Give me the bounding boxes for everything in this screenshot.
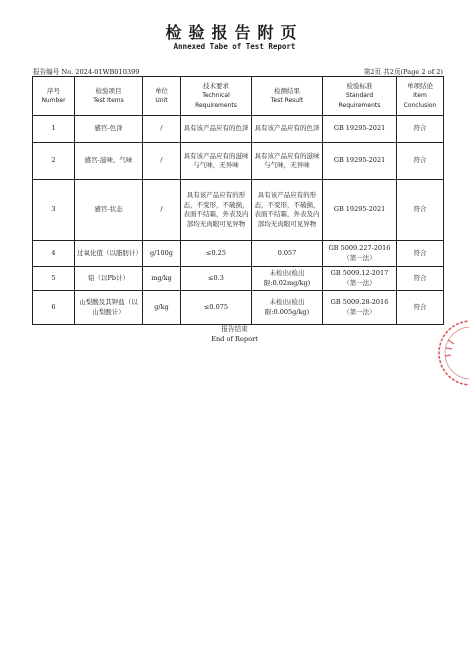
cell-standard: GB 5009.227-2016（第一法） <box>323 241 397 267</box>
cell-standard: GB 5009.28-2016（第一法） <box>323 291 397 325</box>
page-title: 检验报告附页 <box>165 23 304 42</box>
cell-standard: GB 19295-2021 <box>323 116 397 143</box>
cell-standard: GB 19295-2021 <box>323 143 397 180</box>
cell-standard: GB 19295-2021 <box>323 180 397 241</box>
cell-number: 3 <box>33 180 75 241</box>
cell-item: 感官-状态 <box>75 180 143 241</box>
header-standard: 检验标准 Standard Requirements <box>323 77 397 116</box>
table-row <box>33 291 444 325</box>
cell-result: 0.057 <box>252 241 323 267</box>
page-subtitle: Annexed Tabe of Test Report <box>173 42 296 51</box>
header-number: 序号 Number <box>33 77 75 116</box>
cell-item: 感官-色泽 <box>75 116 143 143</box>
cell-unit: mg/kg <box>143 267 181 291</box>
table-row <box>33 116 444 143</box>
cell-conclusion: 符合 <box>397 180 444 241</box>
cell-result: 具有该产品应有的色泽 <box>252 116 323 143</box>
cell-result: 未检出(检出限:0.02mg/kg) <box>252 267 323 291</box>
header-unit: 单位 Unit <box>143 77 181 116</box>
cell-requirement: 具有该产品应有的滋味与气味，无异味 <box>181 143 252 180</box>
cell-conclusion: 符合 <box>397 116 444 143</box>
cell-unit: g/kg <box>143 291 181 325</box>
header-test-items: 检验项目 Test Items <box>75 77 143 116</box>
cell-requirement: ≤0.3 <box>181 267 252 291</box>
cell-number: 4 <box>33 241 75 267</box>
cell-requirement: 具有该产品应有的形态，不变形，不破损，表面不结霜，外表及内部均无肉眼可见异物 <box>181 180 252 241</box>
seal-stamp-icon <box>436 318 469 388</box>
cell-conclusion: 符合 <box>397 291 444 325</box>
table-row <box>33 180 444 241</box>
end-of-report-cn: 报告结束 <box>221 325 248 333</box>
cell-conclusion: 符合 <box>397 241 444 267</box>
results-table <box>32 76 444 325</box>
report-number: 报告编号 No. 2024-01WB010399 <box>33 68 140 76</box>
cell-number: 6 <box>33 291 75 325</box>
page-info: 第2页 共2页(Page 2 of 2) <box>363 68 443 76</box>
table-row <box>33 143 444 180</box>
cell-item: 感官-滋味、气味 <box>75 143 143 180</box>
end-of-report-en: End of Report <box>211 335 258 343</box>
cell-unit: g/100g <box>143 241 181 267</box>
cell-unit: / <box>143 116 181 143</box>
cell-unit: / <box>143 180 181 241</box>
table-row <box>33 241 444 267</box>
header-test-result: 检测结果 Test Result <box>252 77 323 116</box>
cell-item: 铅（以Pb计） <box>75 267 143 291</box>
cell-conclusion: 符合 <box>397 143 444 180</box>
cell-standard: GB 5009.12-2017（第一法） <box>323 267 397 291</box>
cell-result: 未检出(检出限:0.005g/kg) <box>252 291 323 325</box>
cell-result: 具有该产品应有的形态，不变形，不破损，表面不结霜，外表及内部均无肉眼可见异物 <box>252 180 323 241</box>
cell-number: 1 <box>33 116 75 143</box>
table-header-row <box>33 77 444 116</box>
cell-conclusion: 符合 <box>397 267 444 291</box>
cell-item: 山梨酸及其钾盐（以山梨酸计） <box>75 291 143 325</box>
table-row <box>33 267 444 291</box>
cell-number: 2 <box>33 143 75 180</box>
cell-requirement: ≤0.25 <box>181 241 252 267</box>
header-conclusion: 单项结论 Item Conclusion <box>397 77 444 116</box>
cell-requirement: ≤0.075 <box>181 291 252 325</box>
cell-requirement: 具有该产品应有的色泽 <box>181 116 252 143</box>
cell-number: 5 <box>33 267 75 291</box>
cell-result: 具有该产品应有的滋味与气味，无异味 <box>252 143 323 180</box>
cell-item: 过氧化值（以脂肪计） <box>75 241 143 267</box>
header-technical-requirements: 技术要求 Technical Requirements <box>181 77 252 116</box>
cell-unit: / <box>143 143 181 180</box>
